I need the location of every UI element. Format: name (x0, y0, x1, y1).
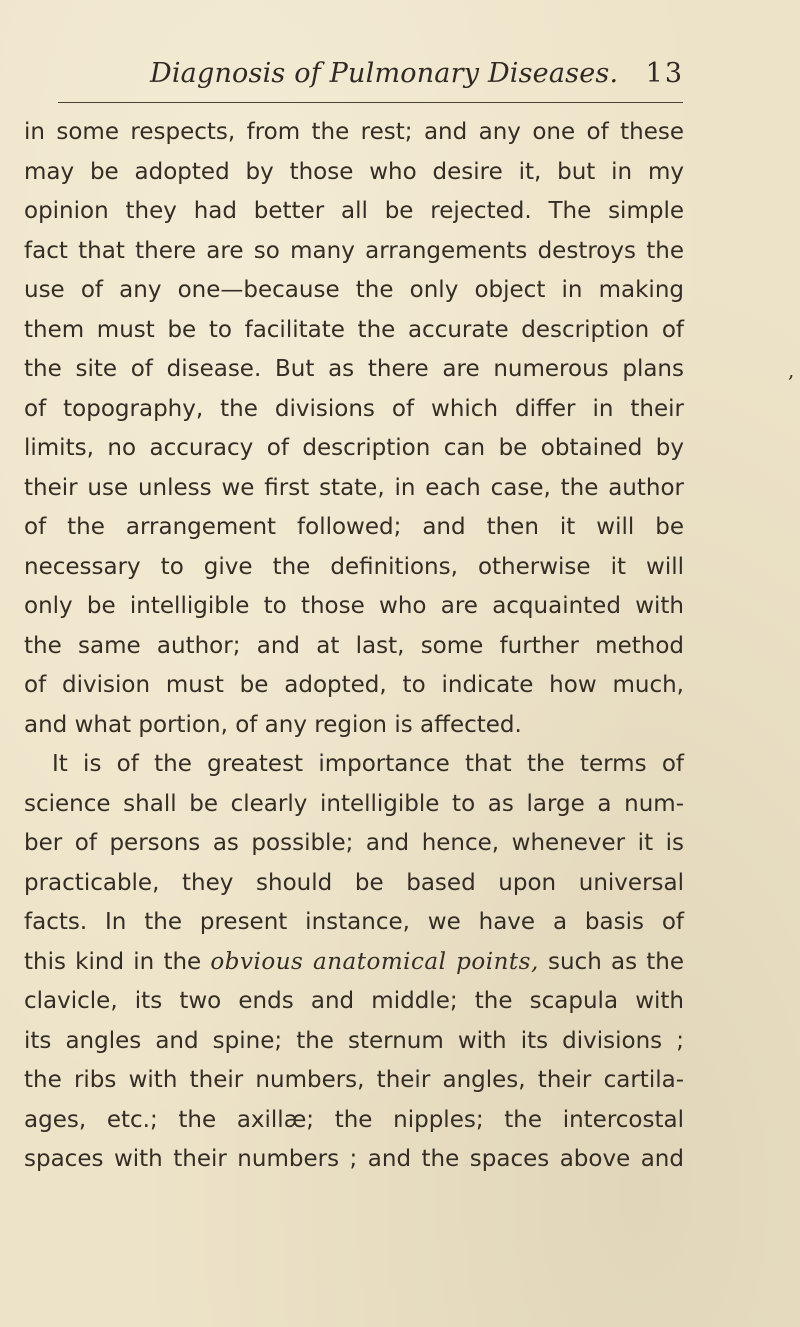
running-head (58, 58, 702, 98)
text-line: ages, etc.; the axillæ; the nipples; the intercostal (24, 1106, 684, 1133)
paragraph-first-line: It is of the greatest importance that the terms of (52, 751, 684, 777)
text-line: of the arrangement followed; and then it will be (24, 514, 684, 540)
text-line: may be adopted by those who desire it, but in my (24, 158, 684, 185)
text-line: the site of disease. But as there are numerous plans (24, 356, 684, 382)
page-number: 13 (645, 58, 684, 89)
margin-mark: , (788, 358, 795, 382)
text-segment: such as the (547, 948, 685, 975)
text-line: practicable, they should be based upon universal (24, 869, 684, 896)
header-rule (58, 102, 683, 103)
text-line: its angles and spine; the sternum with its divisions ; (24, 1027, 684, 1054)
text-line: the ribs with their numbers, their angles, their cartila- (24, 1067, 684, 1093)
text-line: use of any one—because the only object in making (24, 277, 684, 303)
text-line: limits, no accuracy of description can be obtained by (24, 435, 684, 461)
text-line: ber of persons as possible; and hence, whenever it is (24, 830, 684, 856)
text-line: of topography, the divisions of which differ in their (24, 395, 684, 422)
body-text (24, 113, 684, 1180)
text-line: in some respects, from the rest; and any one of these (24, 119, 684, 145)
text-line: only be intelligible to those who are acquainted with (24, 593, 684, 619)
text-line: spaces with their numbers ; and the spaces above and (24, 1146, 684, 1172)
text-line-with-emphasis (24, 943, 684, 983)
text-line: opinion they had better all be rejected. The simple (24, 198, 684, 224)
text-line: their use unless we first state, in each case, the author (24, 474, 684, 501)
text-line: fact that there are so many arrangements destroys the (24, 237, 684, 264)
text-line: clavicle, its two ends and middle; the scapula with (24, 988, 684, 1014)
text-line: them must be to facilitate the accurate description of (24, 316, 684, 343)
text-line: and what portion, of any region is affected. (24, 711, 522, 738)
text-line: facts. In the present instance, we have a basis of (24, 909, 684, 935)
text-line: of division must be adopted, to indicate how much, (24, 672, 684, 698)
text-line: the same author; and at last, some further method (24, 632, 684, 659)
running-title: Diagnosis of Pulmonary Diseases. (150, 58, 619, 89)
text-line: science shall be clearly intelligible to as large a num- (24, 790, 684, 817)
emphasis-text: obvious anatomical points, (210, 948, 539, 975)
text-segment: this kind in the (24, 948, 202, 975)
text-line: necessary to give the definitions, otherwise it will (24, 553, 684, 580)
